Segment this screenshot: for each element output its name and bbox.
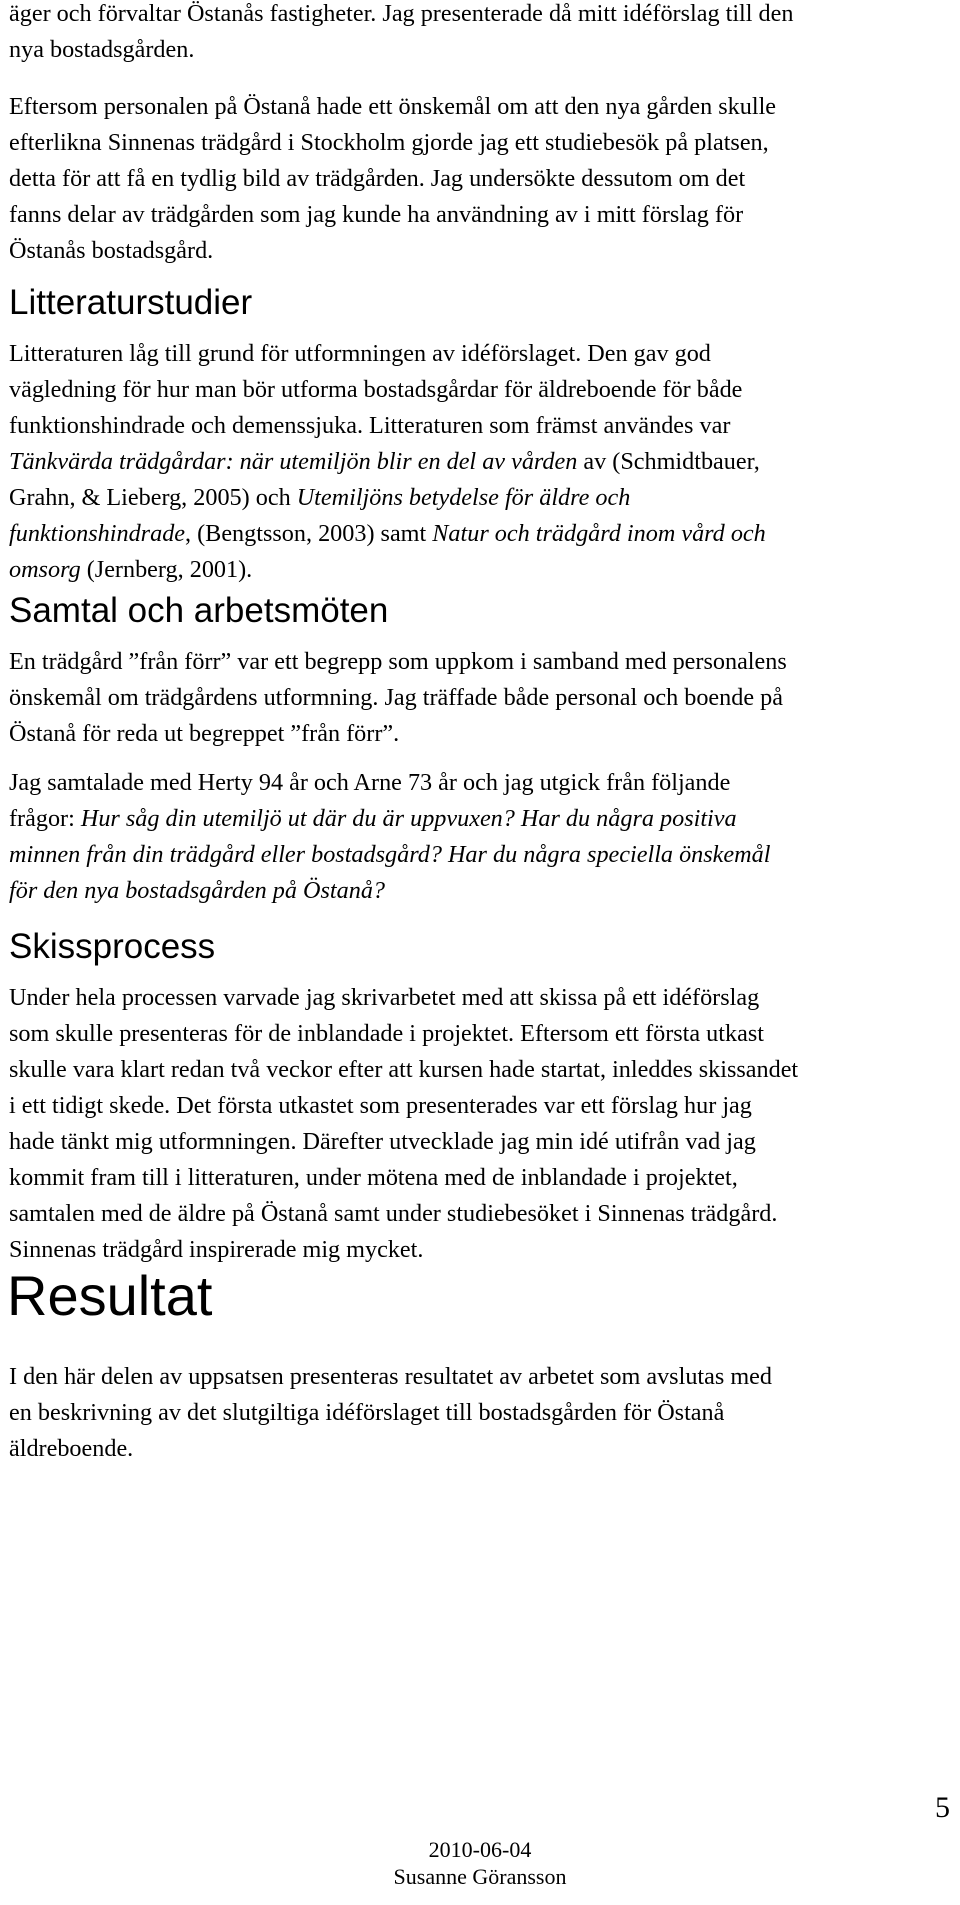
paragraph-line: detta för att få en tydlig bild av trädgården. Jag undersökte dessutom om det bbox=[9, 165, 746, 192]
book-title: omsorg bbox=[9, 556, 81, 583]
paragraph-line bbox=[9, 801, 949, 837]
footer-date: 2010-06-04 bbox=[428, 1837, 532, 1862]
text-label: frågor: bbox=[9, 805, 81, 832]
paragraph-line bbox=[9, 444, 949, 480]
paragraph-line bbox=[9, 837, 949, 873]
paragraph-line: som skulle presenteras för de inblandade i projektet. Eftersom ett första utkast bbox=[9, 1020, 764, 1047]
paragraph-line: kommit fram till i litteraturen, under mötena med de inblandade i projektet, bbox=[9, 1164, 738, 1191]
paragraph-line: vägledning för hur man bör utforma bostadsgårdar för äldreboende för både bbox=[9, 376, 743, 403]
paragraph-line: Jag samtalade med Herty 94 år och Arne 73 år och jag utgick från följande bbox=[9, 769, 731, 796]
footer-author: Susanne Göransson bbox=[393, 1864, 567, 1889]
paragraph-line: Under hela processen varvade jag skrivarbetet med att skissa på ett idéförslag bbox=[9, 984, 760, 1011]
paragraph-line bbox=[9, 873, 949, 909]
literature-paragraph bbox=[9, 336, 949, 588]
paragraph-line bbox=[9, 552, 949, 588]
paragraph-line: funktionshindrade och demenssjuka. Litteraturen som främst användes var bbox=[9, 412, 731, 439]
book-title: Tänkvärda trädgårdar: när utemiljön blir en del av vården bbox=[9, 448, 578, 475]
citation-text: av (Schmidtbauer, bbox=[577, 448, 760, 475]
paragraph-line bbox=[9, 480, 949, 516]
intro-line-2: nya bostadsgården. bbox=[9, 36, 195, 63]
paragraph-line: Östanå för reda ut begreppet ”från förr”. bbox=[9, 720, 400, 747]
paragraph-line: i ett tidigt skede. Det första utkastet som presenterades var ett förslag hur jag bbox=[9, 1092, 752, 1119]
citation-text: (Jernberg, 2001). bbox=[80, 556, 253, 583]
paragraph-line: Sinnenas trädgård inspirerade mig mycket. bbox=[9, 1236, 424, 1263]
paragraph-line: samtalen med de äldre på Östanå samt under studiebesöket i Sinnenas trädgård. bbox=[9, 1200, 778, 1227]
book-title: Utemiljöns betydelse för äldre och bbox=[296, 484, 631, 511]
paragraph-line: efterlikna Sinnenas trädgård i Stockholm gjorde jag ett studiebesök på platsen, bbox=[9, 129, 769, 156]
page-number: 5 bbox=[935, 1791, 950, 1824]
sketch-paragraph bbox=[9, 980, 949, 1268]
paragraph-line: En trädgård ”från förr” var ett begrepp som uppkom i samband med personalens bbox=[9, 648, 787, 675]
paragraph-line: skulle vara klart redan två veckor efter att kursen hade startat, inleddes skissandet bbox=[9, 1056, 799, 1083]
interview-question: Hur såg din utemiljö ut där du är uppvuxen? Har du några positiva bbox=[80, 805, 737, 832]
heading-results: Resultat bbox=[7, 1264, 213, 1327]
paragraph-line: Litteraturen låg till grund för utformningen av idéförslaget. Den gav god bbox=[9, 340, 711, 367]
paragraph-line bbox=[9, 516, 949, 552]
heading-meetings: Samtal och arbetsmöten bbox=[9, 591, 389, 630]
book-title: funktionshindrade bbox=[9, 520, 186, 547]
paragraph-line: I den här delen av uppsatsen presenteras resultatet av arbetet som avslutas med bbox=[9, 1363, 772, 1390]
heading-literature: Litteraturstudier bbox=[9, 283, 253, 322]
interview-question: för den nya bostadsgården på Östanå? bbox=[9, 877, 386, 904]
meetings-paragraph-1 bbox=[9, 644, 949, 752]
interview-question: minnen från din trädgård eller bostadsgård? Har du några speciella önskemål bbox=[9, 841, 771, 868]
paragraph-line: hade tänkt mig utformningen. Därefter utvecklade jag min idé utifrån vad jag bbox=[9, 1128, 756, 1155]
book-title: Natur och trädgård inom vård och bbox=[432, 520, 766, 547]
paragraph-line: önskemål om trädgårdens utformning. Jag träffade både personal och boende på bbox=[9, 684, 783, 711]
paragraph-line: äldreboende. bbox=[9, 1435, 134, 1462]
paragraph-line: Eftersom personalen på Östanå hade ett önskemål om att den nya gården skulle bbox=[9, 93, 777, 120]
intro-paragraph bbox=[9, 0, 949, 68]
heading-sketch-process: Skissprocess bbox=[9, 927, 216, 966]
paragraph-line: fanns delar av trädgården som jag kunde ha användning av i mitt förslag för bbox=[9, 201, 744, 228]
citation-text: Grahn, & Lieberg, 2005) och bbox=[9, 484, 297, 511]
citation-text: , (Bengtsson, 2003) samt bbox=[185, 520, 433, 547]
paragraph-line: en beskrivning av det slutgiltiga idéförslaget till bostadsgården för Östanå bbox=[9, 1399, 725, 1426]
results-paragraph bbox=[9, 1359, 949, 1467]
intro-line-1: äger och förvaltar Östanås fastigheter. Jag presenterade då mitt idéförslag till den bbox=[9, 0, 794, 27]
meetings-paragraph-2 bbox=[9, 765, 949, 909]
paragraph-line: Östanås bostadsgård. bbox=[9, 237, 214, 264]
study-visit-paragraph bbox=[9, 89, 949, 269]
